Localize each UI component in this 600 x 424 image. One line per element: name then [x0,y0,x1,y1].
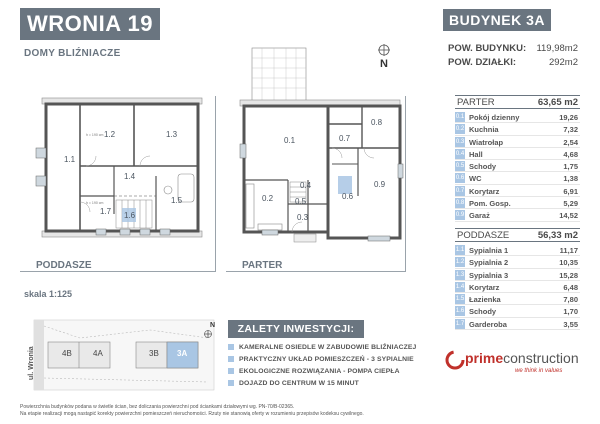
plan-room-1-7: 1.7 [100,207,112,216]
room-code: 0.3 [455,138,465,145]
building-area [448,43,578,54]
benefit-text: KAMERALNE OSIEDLE W ZABUDOWIE BLIŹNIACZEJ [239,344,417,351]
room-name: Sypialnia 1 [469,246,509,255]
room-area: 10,35 [559,258,578,268]
room-area: 14,52 [559,211,578,221]
project-title: WRONIA 19 [20,8,160,40]
plan-room-0-1: 0.1 [284,136,296,145]
table-row [455,136,580,148]
table-row [455,293,580,305]
bullet-square-icon [228,344,234,350]
plot-area [448,57,578,68]
room-name: Wiatrołap [469,137,504,147]
parter-plan-label: PARTER [242,260,283,271]
brand-wordmark-bold: prime [465,350,504,366]
room-code: 1.4 [455,283,465,290]
site-plan [20,318,220,392]
room-area: 15,28 [559,270,578,280]
room-code: 0.1 [455,114,465,120]
room-name: Łazienka [469,295,501,305]
room-name: Garaż [469,211,490,221]
plot-area-value: 292m2 [548,57,578,68]
north-label: N [380,58,388,70]
table-row [455,256,580,268]
room-name: Sypialnia 3 [469,270,509,280]
room-area: 1,38 [563,174,578,184]
table-row [455,111,580,123]
svg-text:h = 190 cm: h = 190 cm [86,201,104,205]
plot-area-label: POW. DZIAŁKI: [448,57,517,68]
room-code: 1.1 [455,247,465,253]
table-row [455,148,580,160]
benefit-item [228,368,400,375]
table-row [455,318,580,330]
poddasze-table-total: 56,33 m2 [537,230,578,241]
plan-room-1-6: 1.6 [124,211,136,220]
plan-room-1-5: 1.5 [171,196,183,205]
plan-room-0-4: 0.4 [300,181,312,190]
table-row [455,160,580,172]
room-name: Pokój dzienny [469,113,520,122]
parter-table-title: PARTER [457,97,495,108]
room-area: 3,55 [563,319,578,329]
north-arrow-icon [378,44,390,56]
poddasze-table-title: PODDASZE [457,230,510,241]
room-name: WC [469,174,482,184]
table-row [455,209,580,221]
street-label: ul. Wronia [28,346,35,380]
room-name: Korytarz [469,282,500,292]
room-code: 0.8 [455,200,465,207]
benefit-item [228,344,416,351]
table-row [455,281,580,293]
site-unit-4a: 4A [93,349,103,358]
benefit-text: PRAKTYCZNY UKŁAD POMIESZCZEŃ - 3 SYPIALNIE [239,356,414,363]
building-title: BUDYNEK 3A [443,9,551,31]
benefit-item [228,380,359,387]
room-code: 0.9 [455,212,465,219]
plan-room-0-2: 0.2 [262,194,274,203]
room-area: 1,70 [563,307,578,317]
plan-room-0-8: 0.8 [371,118,383,127]
room-area: 6,48 [563,282,578,292]
plan-room-1-3: 1.3 [166,130,178,139]
room-area: 5,29 [563,199,578,209]
poddasze-room-table [455,244,580,330]
room-area: 1,75 [563,162,578,172]
plan-room-0-5: 0.5 [295,197,307,206]
room-area: 19,26 [559,113,578,122]
parter-table-header [455,95,580,109]
room-code: 0.7 [455,187,465,194]
poddasze-plan-label: PODDASZE [36,260,92,271]
site-unit-3b: 3B [149,349,159,358]
room-name: Schody [469,307,497,317]
parter-table-total: 63,65 m2 [537,97,578,108]
room-name: Garderoba [469,319,507,329]
room-name: Sypialnia 2 [469,258,509,268]
room-code: 1.2 [455,259,465,266]
brand-logo [443,347,583,381]
poddasze-table-header [455,228,580,242]
benefit-item [228,356,414,363]
footer-note-1: Powierzchnia budynków podana w świetle ścian, bez doliczania powierzchni pod ściankami działowymi wg. PN-70/B-02365. [20,404,295,410]
site-unit-4b: 4B [62,349,72,358]
building-area-label: POW. BUDYNKU: [448,43,527,54]
room-code: 1.3 [455,271,465,278]
benefit-text: DOJAZD DO CENTRUM W 15 MINUT [239,380,359,387]
table-row [455,172,580,184]
project-subtitle: DOMY BLIŹNIACZE [24,48,121,59]
table-row [455,185,580,197]
bullet-square-icon [228,380,234,386]
room-code: 0.6 [455,175,465,182]
plan-room-0-7: 0.7 [339,134,351,143]
room-name: Korytarz [469,186,500,196]
room-area: 4,68 [563,149,578,159]
brand-swirl-icon [445,350,465,370]
room-code: 0.5 [455,163,465,170]
parter-floor-plan [232,44,410,269]
table-row [455,123,580,135]
room-name: Pom. Gosp. [469,199,511,209]
table-row [455,269,580,281]
bullet-square-icon [228,356,234,362]
poddasze-floor-plan [30,96,216,266]
parter-room-table [455,111,580,222]
brand-wordmark-rest: construction [503,350,579,366]
building-area-value: 119,98m2 [536,43,578,54]
room-area: 6,91 [563,186,578,196]
room-code: 0.2 [455,126,465,133]
table-row [455,197,580,209]
room-code: 1.6 [455,308,465,315]
site-north-label: N [210,322,216,329]
plan-room-1-1: 1.1 [64,155,76,164]
site-unit-3a: 3A [177,349,188,358]
room-code: 1.5 [455,296,465,303]
room-name: Schody [469,162,497,172]
room-area: 7,32 [563,125,578,135]
room-area: 2,54 [563,137,578,147]
bullet-square-icon [228,368,234,374]
room-area: 7,80 [563,295,578,305]
table-row [455,305,580,317]
room-name: Hall [469,149,483,159]
plan-room-0-9: 0.9 [374,180,386,189]
footer-note-2: Na etapie realizacji mogą nastąpić korekty powierzchni pomieszczeń nieruchomości. Rzuty nie stanowią oferty w rozumieniu przepisów kodeksu cywilnego. [20,411,364,417]
brand-wordmark [465,350,579,366]
benefits-title: ZALETY INWESTYCJI: [228,320,364,338]
plan-room-0-6: 0.6 [342,192,354,201]
table-row [455,244,580,256]
plan-room-0-3: 0.3 [297,213,309,222]
benefit-text: EKOLOGICZNE ROZWIĄZANIA - POMPA CIEPŁA [239,368,400,375]
room-code: 0.4 [455,150,465,157]
plan-room-1-2: 1.2 [104,130,116,139]
svg-text:h = 190 cm: h = 190 cm [86,133,104,137]
scale-label: skala 1:125 [24,289,73,299]
room-code: 1.7 [455,320,465,327]
room-area: 11,17 [559,246,578,255]
plan-room-1-4: 1.4 [124,172,136,181]
brand-tagline: we think in values [515,368,563,374]
room-name: Kuchnia [469,125,499,135]
